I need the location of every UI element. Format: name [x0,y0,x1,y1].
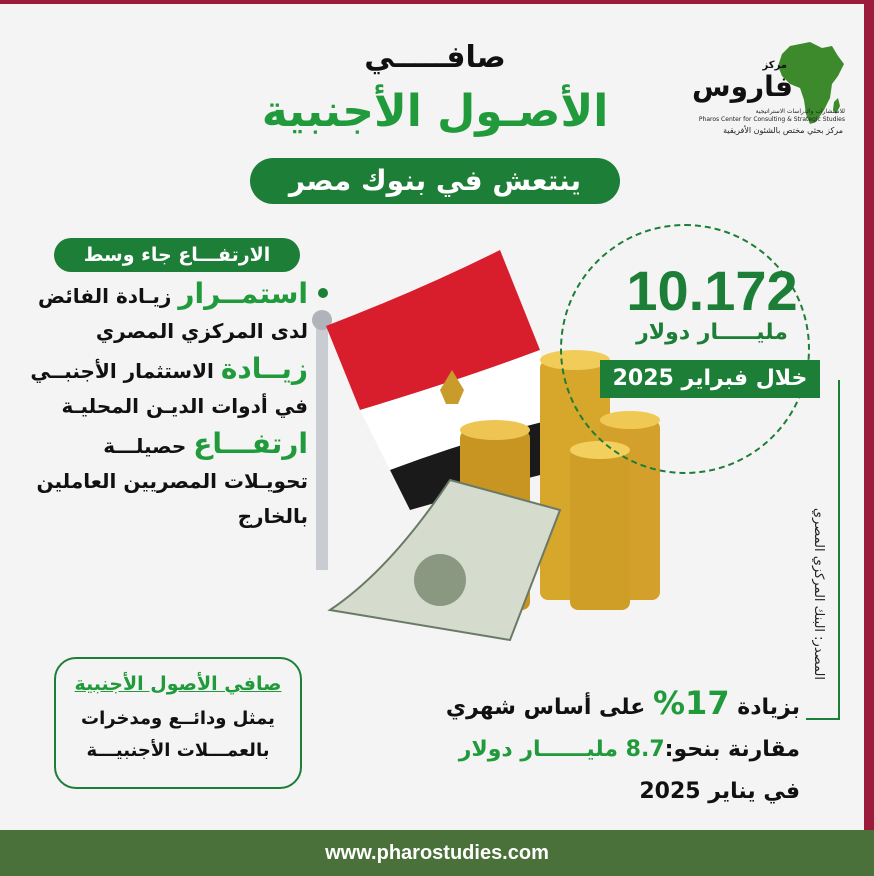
reason-text: الاستثمار الأجنبــي في أدوات الديـن المحليـة [30,359,308,418]
reason-text: زيـادة الفائض لدى المركزي المصري [37,284,308,343]
month-line: في يناير 2025 [639,779,800,804]
figure-value: 10.172 [626,259,798,322]
definition-body [56,703,300,767]
connector-line [838,380,840,720]
title-line-2: الأصـول الأجنبية [261,86,609,137]
compare-label: مقارنة بنحو: [664,737,800,762]
reasons-tag: الارتفـــاع جاء وسط [54,238,300,272]
definition-box [54,657,302,789]
reason-text: حصيلـــة تحويـلات المصريين العاملين بالخارج [36,434,308,528]
right-border [864,0,874,830]
title-line-1: صافـــــي [364,40,506,75]
logo-tagline: مركز بحثي مختص بالشئون الأفريقية [723,126,843,135]
dollar-banknote-icon [330,480,560,640]
compare-value: 8.7 مليــــــار دولار [458,737,665,762]
definition-title: صافي الأصول الأجنبية [74,673,282,695]
increase-suffix: على أساس شهري [445,695,646,720]
increase-block [430,682,800,813]
reason-item [30,351,330,424]
top-border [0,0,874,4]
compare-line [430,729,800,771]
reasons-list [30,276,330,536]
definition-line: يمثل ودائــع ومدخرات [81,708,275,729]
logo-name: فاروس [691,70,793,103]
figure-period: خلال فبراير 2025 [600,360,820,398]
reason-highlight: زيــادة [220,352,308,385]
title-line-3: ينتعش في بنوك مصر [250,158,620,204]
connector-line [806,718,840,720]
figure-unit: مليـــــار دولار [636,320,788,345]
definition-line: بالعمـــلات الأجنبيـــة [86,740,270,761]
logo-prefix: مركز [762,60,787,71]
reason-highlight: استمــرار [178,277,308,310]
logo-subtitle-ar: للاستشارات والدراسات الاستراتيجية [755,108,845,115]
increase-prefix: بزيادة [737,695,800,720]
reason-item [30,276,330,349]
increase-percent: 17% [652,684,730,722]
footer-url[interactable]: www.pharostudies.com [0,830,874,876]
pharos-logo [691,38,845,138]
source-note: المصدر: البنك المركزي المصري [811,507,826,680]
increase-line [430,682,800,729]
flag-pole [316,320,328,570]
reason-highlight: ارتفـــاع [193,427,308,460]
logo-subtitle-en: Pharos Center for Consulting & Strategic Studies [698,116,845,123]
reason-item [30,426,330,534]
